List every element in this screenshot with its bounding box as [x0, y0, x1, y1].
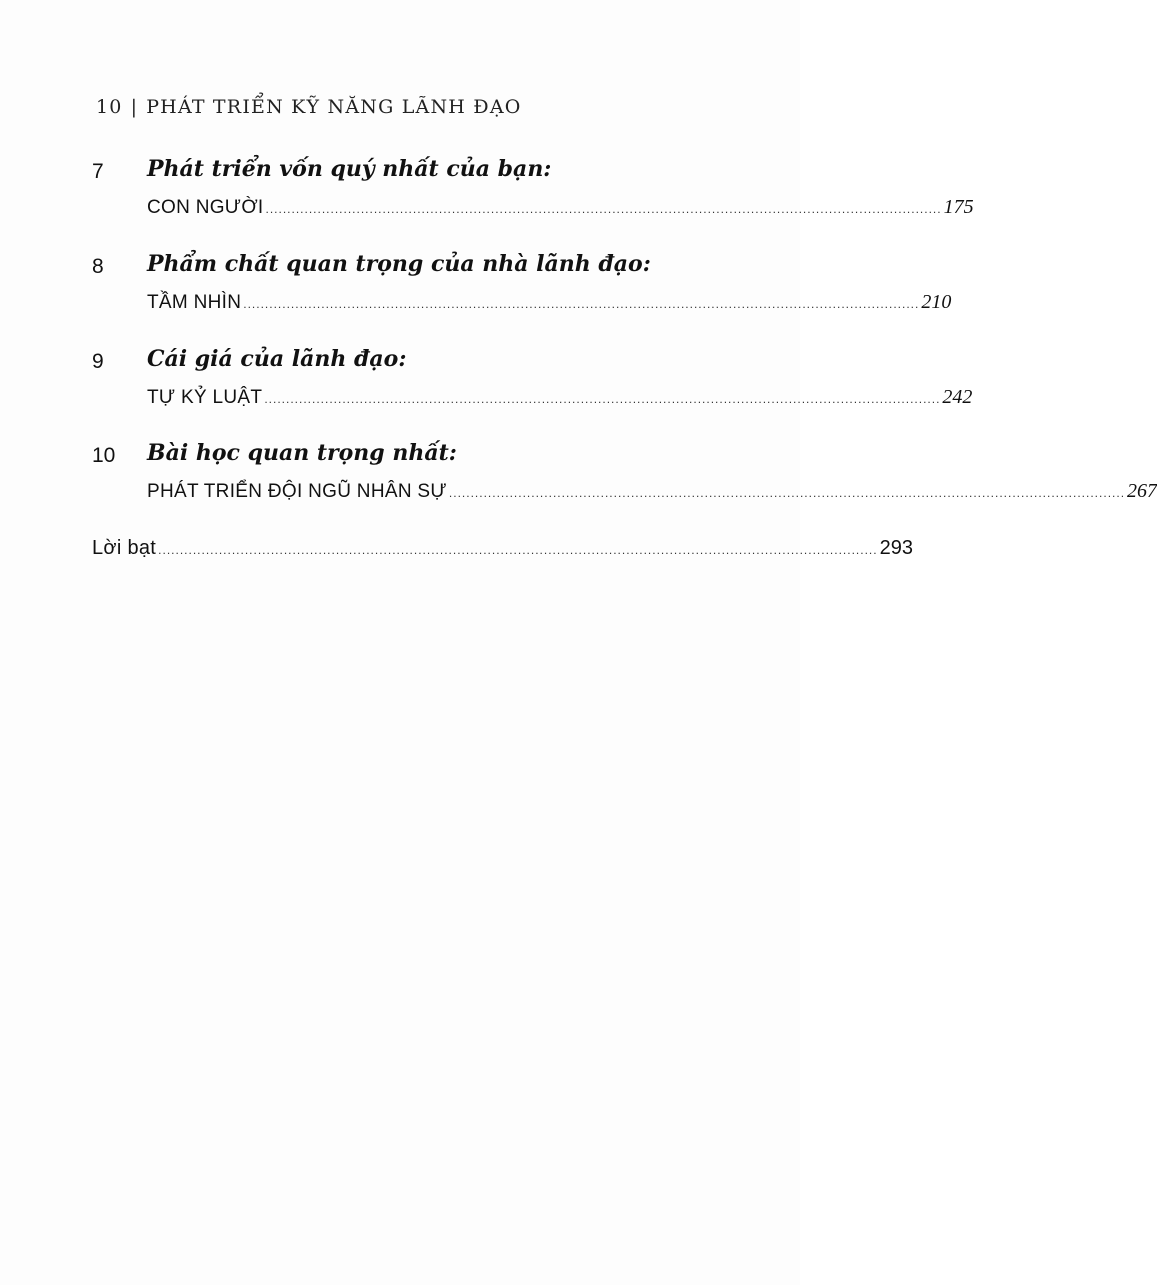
chapter-page-number: 175	[943, 196, 974, 218]
dot-leader: ............................................................................................................................................................	[448, 486, 1126, 500]
chapter-title: Bài học quan trọng nhất:	[147, 440, 457, 466]
chapter-leader-line	[147, 386, 973, 409]
chapter-title: Phát triển vốn quý nhất của bạn:	[147, 156, 552, 182]
afterword-page-number: 293	[879, 537, 913, 559]
chapter-page-number: 210	[921, 291, 952, 313]
chapter-subtitle: TẦM NHÌN	[147, 292, 242, 313]
running-header	[96, 96, 522, 118]
chapter-page-number: 242	[942, 386, 973, 408]
dot-leader: ............................................................................................................................................................	[264, 392, 941, 406]
header-page-number: 10	[96, 96, 123, 118]
toc-entry-afterword[interactable]	[92, 537, 913, 560]
chapter-number: 7	[92, 160, 104, 183]
chapter-number: 10	[92, 444, 116, 467]
dot-leader: ............................................................................................................................................................	[265, 202, 942, 216]
header-book-title: PHÁT TRIỂN KỸ NĂNG LÃNH ĐẠO	[146, 96, 522, 118]
chapter-subtitle: CON NGƯỜI	[147, 197, 264, 218]
dot-leader: ......................................................................................................................................................................	[158, 543, 878, 557]
dot-leader: ............................................................................................................................................................	[243, 297, 920, 311]
chapter-title: Phẩm chất quan trọng của nhà lãnh đạo:	[147, 251, 651, 277]
header-separator: |	[130, 96, 139, 118]
chapter-page-number: 267	[1127, 480, 1157, 502]
chapter-leader-line	[147, 196, 974, 219]
chapter-title: Cái giá của lãnh đạo:	[147, 346, 407, 372]
chapter-number: 9	[92, 350, 104, 373]
chapter-leader-line	[147, 480, 1157, 503]
chapter-number: 8	[92, 255, 104, 278]
chapter-subtitle: PHÁT TRIỂN ĐỘI NGŨ NHÂN SỰ	[147, 481, 447, 502]
chapter-leader-line	[147, 291, 952, 314]
afterword-label: Lời bạt	[92, 537, 157, 559]
chapter-subtitle: TỰ KỶ LUẬT	[147, 387, 263, 408]
